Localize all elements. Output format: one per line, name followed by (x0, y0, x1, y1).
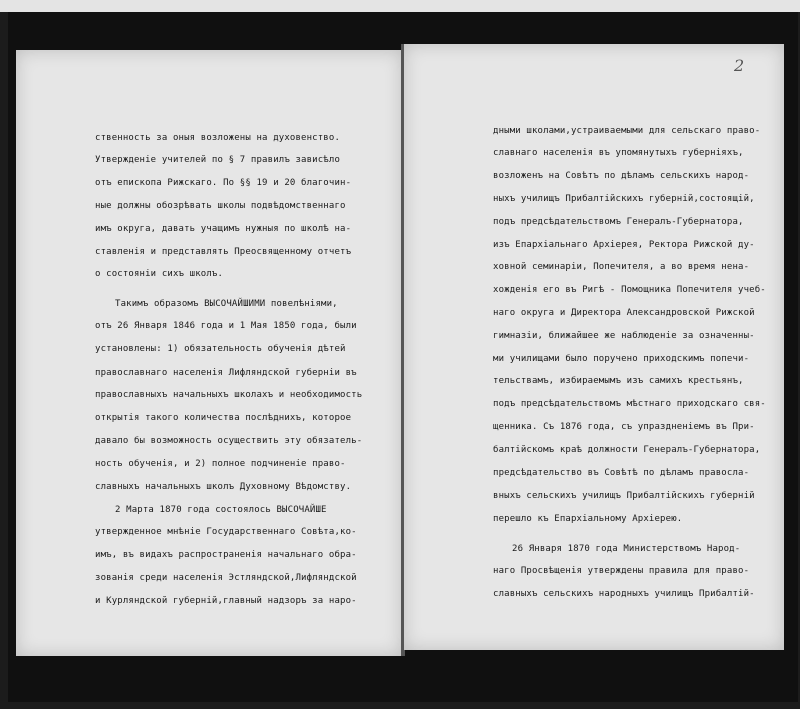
text-line: Такимъ образомъ ВЫСОЧАЙШИМИ повелѣніями, (115, 299, 338, 309)
text-line: ховной семинаріи, Попечителя, а во время нена- (493, 262, 750, 272)
text-line: отъ епископа Рижскаго. По §§ 19 и 20 благочин- (95, 178, 352, 188)
text-line: подъ предсѣдательствомъ Генералъ-Губернатора, (493, 217, 744, 227)
text-line: установлены: 1) обязательность обученія дѣтей (95, 344, 346, 354)
text-line: зованія среди населенія Эстляндской,Лифляндской (95, 573, 357, 583)
text-line: хожденія его въ Ригѣ - Помощника Попечителя учеб- (493, 285, 766, 295)
text-line: православныхъ начальныхъ школахъ и необходимость (95, 390, 363, 400)
text-line: 26 Января 1870 года Министерствомъ Народ- (512, 544, 741, 554)
top-margin-strip (0, 0, 800, 12)
text-line: изъ Епархіальнаго Архіерея, Ректора Рижской ду- (493, 240, 755, 250)
text-line: подъ предсѣдательствомъ мѣстнаго приходскаго свя- (493, 399, 766, 409)
text-line: вныхъ сельскихъ училищъ Прибалтійскихъ губерній (493, 491, 755, 501)
text-line: имъ округа, давать учащимъ нужныя по школѣ нa- (95, 224, 352, 234)
right-page (404, 44, 784, 650)
text-line: балтійскомъ краѣ должности Генералъ-Губернатора, (493, 445, 761, 455)
text-line: открытія такого количества послѣднихъ, которое (95, 413, 352, 423)
text-line: славныхъ начальныхъ школъ Духовному Вѣдомству. (95, 482, 352, 492)
text-line: ные должны обозрѣвать школы подвѣдомственнаго (95, 201, 346, 211)
text-line: гимназіи, ближайшее же наблюденіе за означенны- (493, 331, 755, 341)
text-line: тельствамъ, избираемымъ изъ самихъ крестьянъ, (493, 376, 744, 386)
text-line: ставленія и представлять Преосвященному отчетъ (95, 247, 352, 257)
text-line: наго Просвѣщенія утверждены правила для право- (493, 566, 750, 576)
text-line: ность обученія, и 2) полное подчиненіе право- (95, 459, 346, 469)
text-line: дными школами,устраиваемыми для сельскаго право- (493, 126, 761, 136)
text-line: славнаго населенія въ упомянутыхъ губерніяхъ, (493, 148, 744, 158)
text-line: перешло къ Епархіальному Архіерею. (493, 514, 683, 524)
text-line: щенника. Съ 1876 года, съ упраздненіемъ въ При- (493, 422, 755, 432)
text-line: отъ 26 Января 1846 года и 1 Мая 1850 года, были (95, 321, 357, 331)
text-line: предсѣдательство въ Совѣтѣ по дѣламъ правосла- (493, 468, 750, 478)
text-line: ныхъ училищъ Прибалтійскихъ губерній,состоящій, (493, 194, 755, 204)
text-line: славныхъ сельскихъ народныхъ училищъ Прибалтій- (493, 589, 755, 599)
page-number: 2 (734, 56, 745, 75)
text-line: ми училищами было поручено приходскимъ попечи- (493, 354, 750, 364)
text-line: 2 Марта 1870 года состоялось ВЫСОЧАЙШЕ (115, 505, 327, 515)
text-line: и Курляндской губерній,главный надзоръ за наро- (95, 596, 357, 606)
text-line: православнаго населенія Лифляндской губерніи въ (95, 368, 357, 378)
text-line: возложенъ на Совѣтъ по дѣламъ сельскихъ народ- (493, 171, 750, 181)
left-page (16, 50, 402, 656)
text-line: ственность за оныя возложены на духовенство. (95, 133, 341, 143)
text-line: наго округа и Директора Александровской Рижской (493, 308, 755, 318)
text-line: утвержденное мнѣніе Государственнаго Совѣта,ко- (95, 527, 357, 537)
text-line: имъ, въ видахъ распространенія начальнаго обра- (95, 550, 357, 560)
text-line: Утвержденіе учителей по § 7 правилъ зависѣло (95, 155, 341, 165)
text-line: давало бы возможность осуществить эту обязатель- (95, 436, 363, 446)
text-line: о состояніи сихъ школъ. (95, 269, 224, 279)
